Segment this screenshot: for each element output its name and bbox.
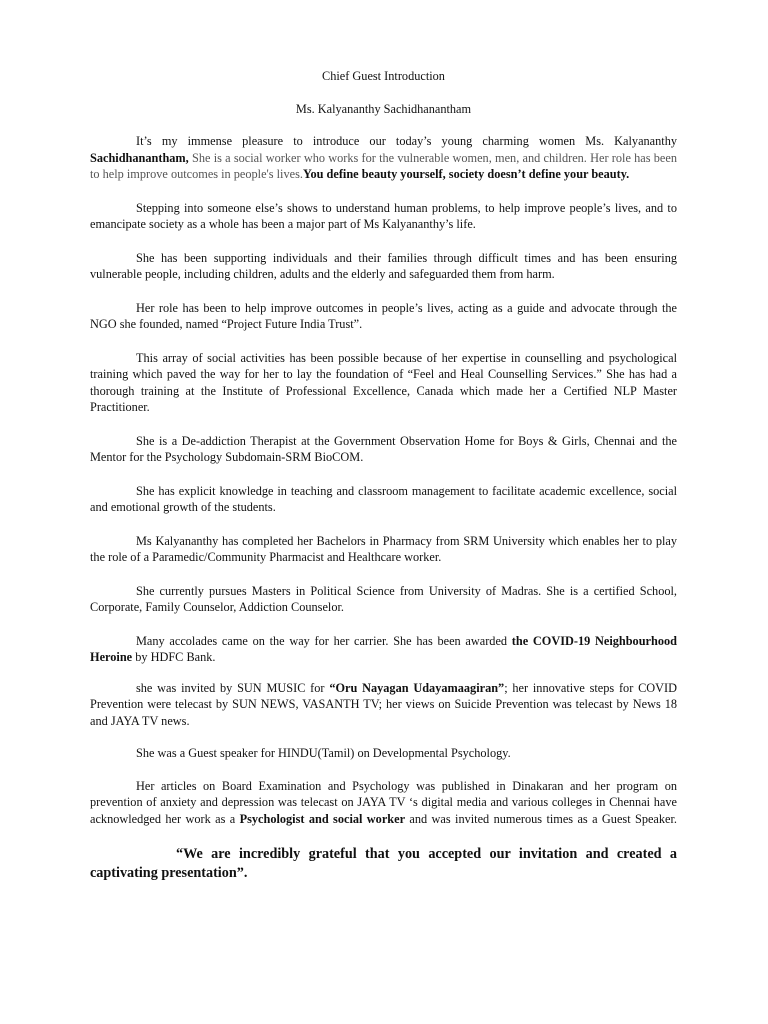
paragraph-articles (90, 778, 677, 828)
paragraph-therapist: She is a De-addiction Therapist at the Government Observation Home for Boys & Girls, Chennai and the Mentor for the Psychology Subdomain-SRM BioCOM. (90, 433, 677, 464)
intro-quote-bold: You define beauty yourself, society doesn’t define your beauty. (302, 167, 630, 181)
accolades-text-1: Many accolades came on the way for her carrier. She has been awarded (136, 633, 512, 648)
articles-text-2: and was invited numerous times as a Guest Speaker. (405, 811, 677, 826)
media-text-2: ; her innovative steps for COVID Prevention were telecast by SUN NEWS, VASANTH TV; her views on Suicide Prevention was telecast by News 18 and JAYA TV news. (90, 680, 678, 728)
intro-text-1: It’s my immense pleasure to introduce our today’s young charming women Ms. Kalyananthy (136, 134, 677, 148)
guest-name: Ms. Kalyananthy Sachidhanantham (295, 101, 472, 116)
paragraph-accolades (90, 633, 677, 666)
media-text-1: she was invited by SUN MUSIC for (136, 680, 330, 695)
media-show-bold: “Oru Nayagan Udayamaagiran” (329, 680, 505, 695)
articles-text-1: Her articles on Board Examination and Psychology was published in Dinakaran and her program on prevention of anxiety and depression was telecast on JAYA TV ‘s digital media and various colleges in Chennai have acknowledged her work as a (90, 778, 677, 826)
document-page (90, 68, 677, 883)
paragraph-teaching: She has explicit knowledge in teaching and classroom management to facilitate academic excellence, social and emotional growth of the students. (90, 483, 677, 514)
paragraph-supporting: She has been supporting individuals and their families through difficult times and has been ensuring vulnerable people, including children, adults and the elderly and safeguarded them from harm. (90, 250, 677, 281)
paragraph-masters: She currently pursues Masters in Political Science from University of Madras. She is a certified School, Corporate, Family Counselor, Addiction Counselor. (90, 583, 677, 614)
paragraph-ngo: Her role has been to help improve outcomes in people’s lives, acting as a guide and advocate through the NGO she founded, named “Project Future India Trust”. (90, 300, 677, 331)
accolades-award-bold: the COVID-19 Neighbourhood Heroine (90, 633, 677, 664)
closing-quote: “We are incredibly grateful that you accepted our invitation and created a captivating presentation”. (90, 846, 677, 881)
paragraph-introduction (90, 133, 677, 183)
accolades-text-2: by HDFC Bank. (132, 650, 216, 664)
intro-text-grey: She is a social worker who works for the vulnerable women, men, and children. Her role has been to help improve outcomes in people's lives. (90, 150, 677, 181)
paragraph-emancipate: Stepping into someone else’s shows to understand human problems, to help improve people’s lives, and to emancipate society as a whole has been a major part of Ms Kalyananthy’s life. (90, 200, 677, 231)
paragraph-guest-speaker: She was a Guest speaker for HINDU(Tamil) on Developmental Psychology. (136, 746, 511, 760)
paragraph-media (90, 680, 677, 730)
paragraph-training: This array of social activities has been possible because of her expertise in counselling and psychological training which paved the way for her to lay the foundation of “Feel and Heal Counselling Services.” She has had a thorough training at the Institute of Professional Excellence, Canada which made her a Certified NLP Master Practitioner. (90, 350, 677, 414)
document-title: Chief Guest Introduction (322, 69, 445, 83)
paragraph-pharmacy: Ms Kalyananthy has completed her Bachelors in Pharmacy from SRM University which enables her to play the role of a Paramedic/Community Pharmacist and Healthcare worker. (90, 533, 677, 564)
articles-role-bold: Psychologist and social worker (239, 811, 406, 826)
intro-name-bold: Sachidhanantham, (90, 150, 189, 165)
